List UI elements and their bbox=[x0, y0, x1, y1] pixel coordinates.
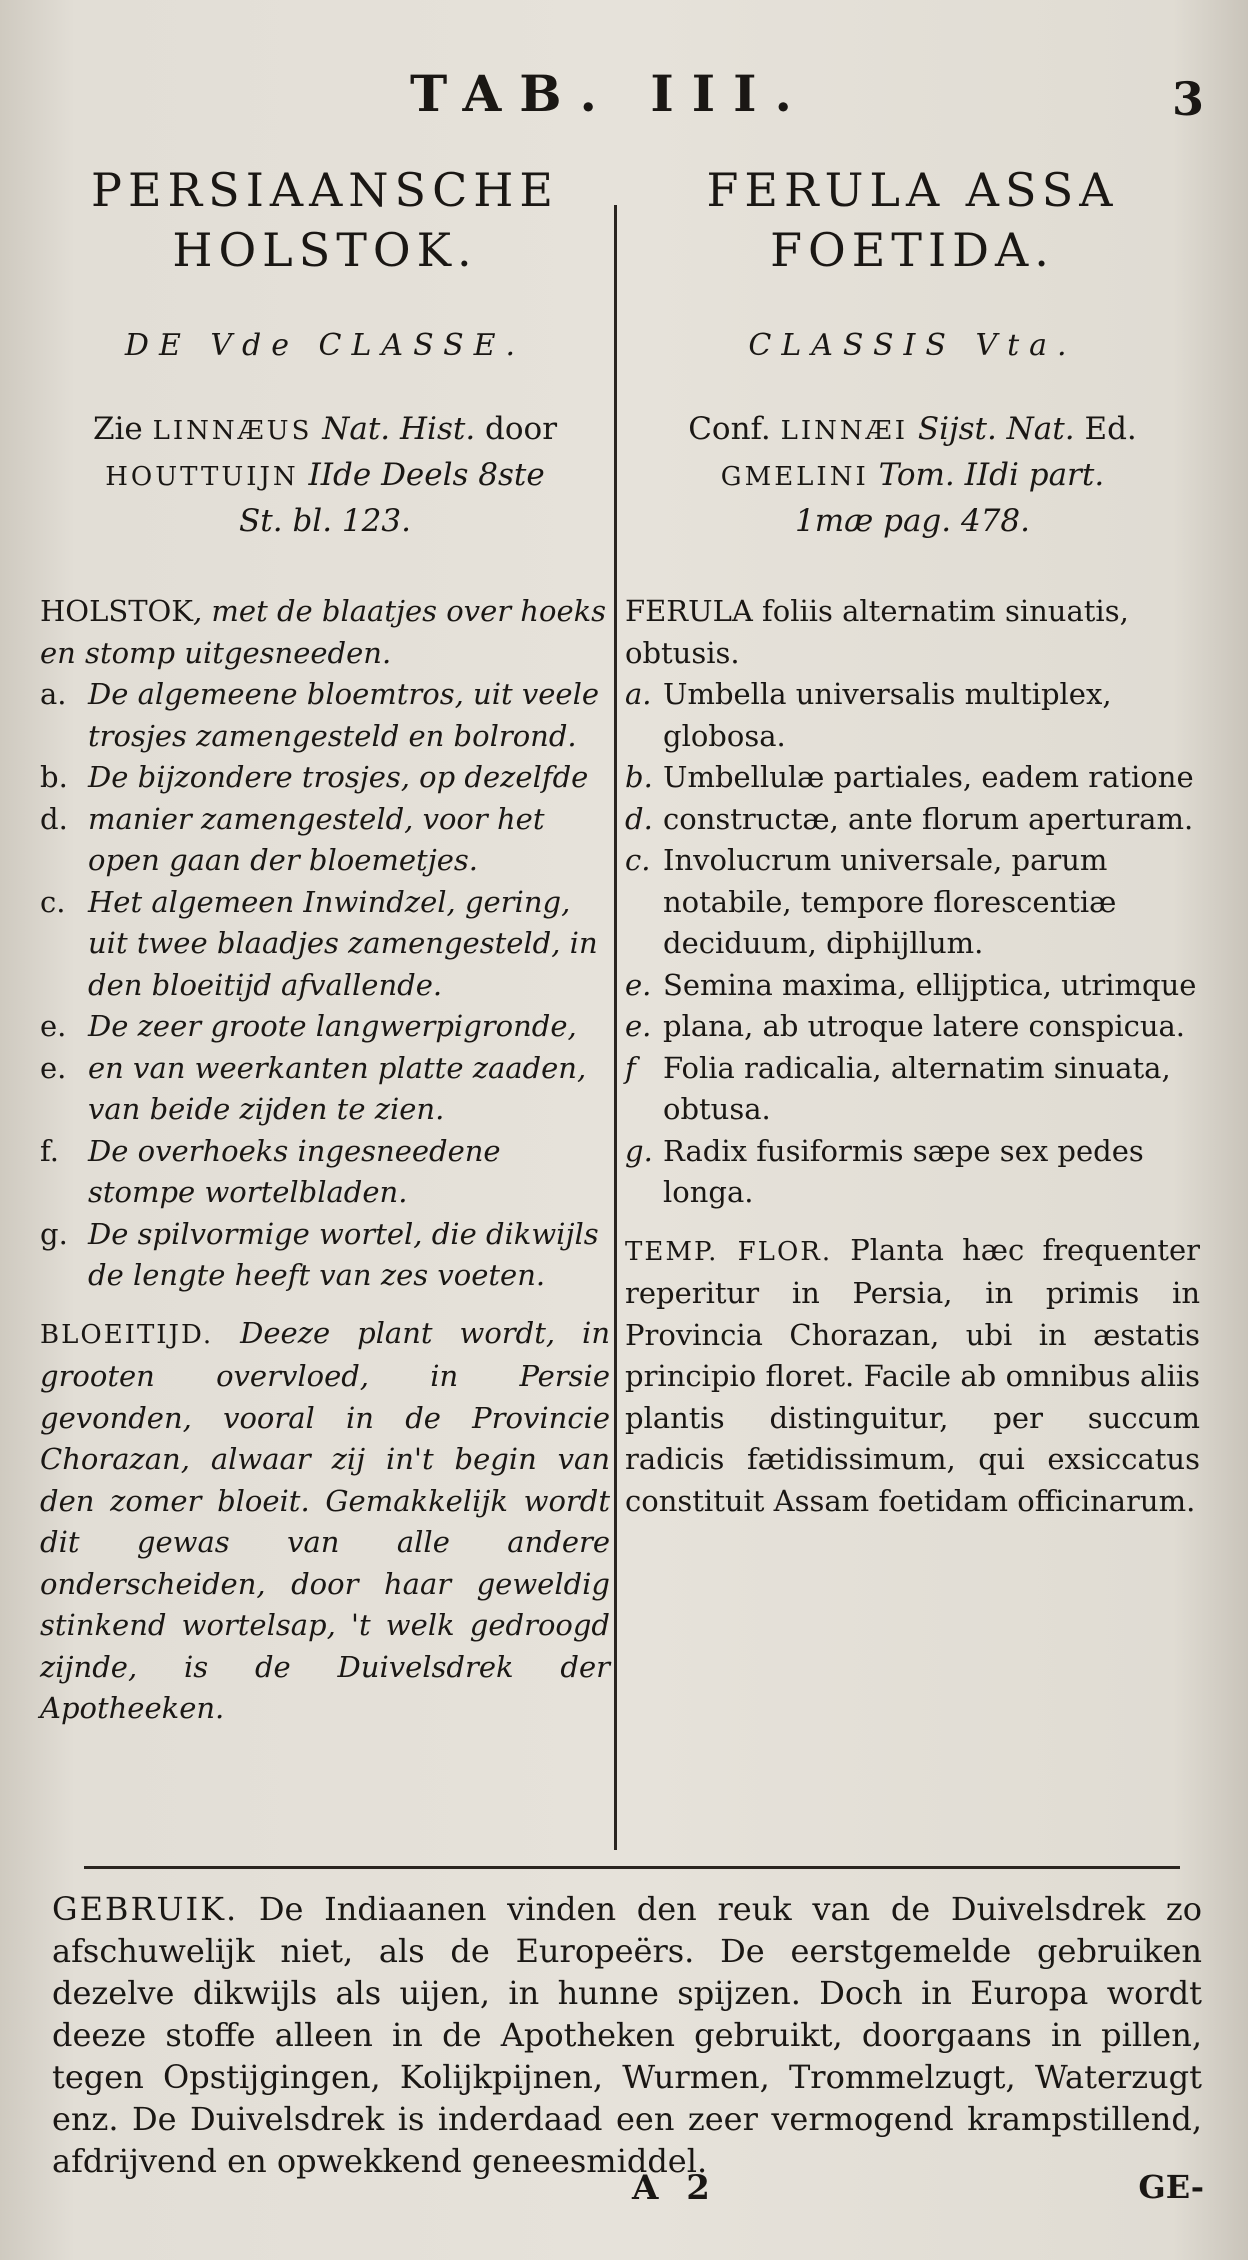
dutch-reference bbox=[40, 407, 610, 543]
item-mark: b. d. bbox=[40, 760, 68, 836]
list-item bbox=[625, 965, 1200, 1048]
list-item bbox=[40, 674, 610, 757]
dutch-diagnosis-text: , met de blaatjes over hoeks en stomp uitgesneeden. bbox=[40, 594, 607, 670]
item-text: Folia radicalia, alternatim sinuata, obtusa. bbox=[663, 1050, 1171, 1126]
flowering-label: BLOEITIJD. bbox=[40, 1319, 214, 1350]
latin-diagnosis bbox=[625, 591, 1200, 674]
footer-rule bbox=[84, 1866, 1180, 1869]
latin-diagnosis-text: foliis alternatim sinuatis, obtusis. bbox=[625, 594, 1129, 670]
catchword: GE- bbox=[1138, 2168, 1204, 2206]
dutch-class-heading: DE Vde CLASSE. bbox=[124, 328, 526, 363]
item-text: Involucrum universale, parum notabile, tempore florescentiæ deciduum, diphijllum. bbox=[663, 843, 1117, 960]
item-text: Semina maxima, ellijptica, utrimque plana, ab utroque latere conspicua. bbox=[663, 967, 1197, 1043]
ref-work: Sijst. Nat. bbox=[907, 411, 1075, 447]
signature-mark: A 2 bbox=[632, 2168, 718, 2208]
item-mark: g. bbox=[40, 1216, 68, 1251]
dutch-title bbox=[40, 160, 610, 280]
plate-title: TAB. III. bbox=[410, 64, 810, 123]
item-text: De spilvormige wortel, die dikwijls de lengte heeft van zes voeten. bbox=[88, 1216, 599, 1292]
usage-label: GEBRUIK. bbox=[52, 1890, 239, 1928]
item-text: De zeer groote langwerpigronde, en van weerkanten platte zaaden, van beide zijden te zien. bbox=[88, 1009, 587, 1126]
item-text: Umbella universalis multiplex, globosa. bbox=[663, 677, 1112, 753]
list-item bbox=[40, 1006, 610, 1131]
latin-class-heading: CLASSIS Vta. bbox=[748, 328, 1077, 363]
page-number: 3 bbox=[1171, 72, 1204, 126]
latin-genus-name: FERULA bbox=[625, 594, 753, 628]
latin-flowering-time bbox=[625, 1230, 1200, 1523]
latin-reference bbox=[625, 407, 1200, 543]
latin-title bbox=[625, 160, 1200, 280]
dutch-description bbox=[40, 591, 610, 1730]
dutch-title-line1: PERSIAANSCHE bbox=[91, 163, 559, 217]
item-mark: e. e. bbox=[40, 1009, 67, 1085]
item-text: De algemeene bloemtros, uit veele trosjes zamengesteld en bolrond. bbox=[88, 677, 600, 753]
ref-prefix: Conf. bbox=[688, 411, 781, 447]
item-mark: b. d. bbox=[625, 760, 653, 836]
ref-author: LINNÆI bbox=[780, 416, 908, 446]
usage-paragraph bbox=[52, 1888, 1202, 2182]
item-mark: f. bbox=[40, 1133, 59, 1168]
ref-work: Nat. Hist. bbox=[312, 411, 476, 447]
ref-connector: door bbox=[475, 411, 558, 447]
list-item bbox=[625, 757, 1200, 840]
latin-title-line1: FERULA ASSA bbox=[706, 163, 1119, 217]
dutch-diagnosis bbox=[40, 591, 610, 674]
ref-translator: HOUTTUIJN bbox=[105, 462, 299, 492]
list-item bbox=[40, 882, 610, 1007]
ref-volume: Tom. IIdi part. bbox=[868, 457, 1105, 493]
item-mark: c. bbox=[625, 843, 651, 877]
ref-volume: IIde Deels 8ste bbox=[298, 457, 545, 493]
list-item bbox=[40, 1214, 610, 1297]
list-item bbox=[625, 1131, 1200, 1214]
flowering-text: Deeze plant wordt, in grooten overvloed, in Persie gevonden, vooral in de Provincie Chorazan, alwaar zij in't begin van den zomer bloeit. Gemakkelijk wordt dit gewas van alle andere onderscheiden, door haar geweldig stinkend wortelsap, 't welk gedroogd zijnde, is de Duivelsdrek der Apotheeken. bbox=[40, 1315, 610, 1725]
dutch-title-line2: HOLSTOK. bbox=[172, 223, 478, 277]
ref-prefix: Zie bbox=[92, 411, 153, 447]
dutch-flowering-time bbox=[40, 1313, 610, 1730]
dutch-genus-name: HOLSTOK bbox=[40, 594, 193, 628]
list-item bbox=[40, 1131, 610, 1214]
flowering-label: TEMP. FLOR. bbox=[625, 1236, 833, 1267]
list-item bbox=[625, 674, 1200, 757]
item-text: De overhoeks ingesneedene stompe wortelbladen. bbox=[88, 1133, 501, 1209]
column-divider bbox=[614, 205, 617, 1850]
item-mark: f bbox=[625, 1050, 636, 1085]
page-header bbox=[0, 64, 1248, 134]
ref-edition: Ed. bbox=[1074, 411, 1137, 447]
item-text: Radix fusiformis sæpe sex pedes longa. bbox=[663, 1133, 1144, 1209]
ref-editor: GMELINI bbox=[720, 462, 869, 492]
ref-author: LINNÆUS bbox=[152, 416, 313, 446]
ref-page: 1mæ pag. 478. bbox=[794, 503, 1030, 539]
list-item bbox=[625, 840, 1200, 965]
latin-description bbox=[625, 591, 1200, 1522]
latin-column bbox=[625, 160, 1200, 1522]
item-mark: a. bbox=[625, 677, 652, 711]
item-text: Het algemeen Inwindzel, gering, uit twee blaadjes zamengesteld, in den bloeitijd afvallende. bbox=[88, 884, 598, 1002]
ref-page: St. bl. 123. bbox=[239, 503, 411, 539]
item-text: De bijzondere trosjes, op dezelfde manier zamengesteld, voor het open gaan der bloemetjes. bbox=[88, 760, 589, 877]
dutch-column bbox=[40, 160, 610, 1730]
item-mark: e. e. bbox=[625, 967, 652, 1043]
item-mark: a. bbox=[40, 677, 67, 711]
item-text: Umbellulæ partiales, eadem ratione constructæ, ante florum aperturam. bbox=[663, 760, 1194, 836]
list-item bbox=[625, 1048, 1200, 1131]
latin-title-line2: FOETIDA. bbox=[770, 223, 1055, 277]
list-item bbox=[40, 757, 610, 882]
item-mark: g. bbox=[625, 1133, 653, 1168]
item-mark: c. bbox=[40, 884, 66, 919]
flowering-text: Planta hæc frequenter reperitur in Persia, in primis in Provincia Chorazan, ubi in æstatis principio floret. Facile ab omnibus aliis plantis distinguitur, per succum radicis fætidissimum, qui exsiccatus constituit Assam foetidam officinarum. bbox=[625, 1232, 1200, 1518]
usage-text: De Indiaanen vinden den reuk van de Duivelsdrek zo afschuwelijk niet, als de Europeërs. De eerstgemelde gebruiken dezelve dikwijls als uijen, in hunne spijzen. Doch in Europa wordt deeze stoffe alleen in de Apotheken gebruikt, doorgaans in pillen, tegen Opstijgingen, Kolijkpijnen, Wurmen, Trommelzugt, Waterzugt enz. De Duivelsdrek is inderdaad een zeer vermogend krampstillend, afdrijvend en opwekkend geneesmiddel. bbox=[52, 1890, 1202, 2180]
